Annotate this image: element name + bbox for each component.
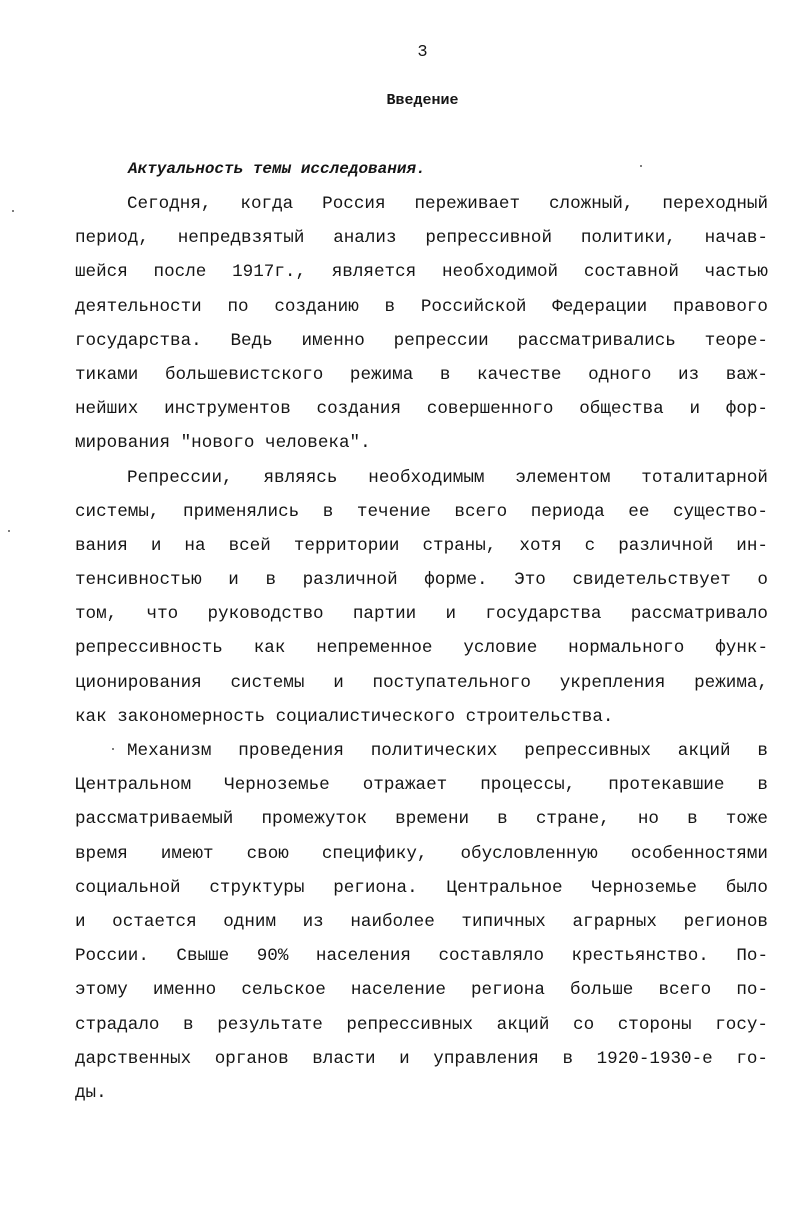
text-line: вания и на всей территории страны, хотя с различной ин- [75, 535, 768, 556]
text-line: рассматриваемый промежуток времени в стране, но в тоже [75, 809, 768, 830]
page-number: 3 [417, 43, 428, 62]
text-line: как закономерность социалистического строительства. [75, 706, 614, 727]
section-title: Введение [386, 92, 459, 109]
paragraph-2 [75, 461, 768, 735]
text-line: системы, применялись в течение всего периода ее существо- [75, 501, 768, 522]
text-line: нейших инструментов создания совершенного общества и фор- [75, 399, 768, 420]
text-line: социальной структуры региона. Центральное Черноземье было [75, 877, 768, 898]
text-line: ционирования системы и поступательного укрепления режима, [75, 672, 768, 693]
text-line: шейся после 1917г., является необходимой составной частью [75, 262, 768, 283]
text-line: дарственных органов власти и управления в 1920-1930-е го- [75, 1048, 768, 1069]
scan-speck [112, 748, 114, 750]
text-line: этому именно сельское население региона больше всего по- [75, 980, 768, 1001]
scan-speck [640, 165, 642, 167]
paragraph-3 [75, 734, 768, 1110]
text-line: тиками большевистского режима в качестве одного из важ- [75, 364, 768, 385]
text-line: репрессивность как непременное условие нормального функ- [75, 638, 768, 659]
text-line: государства. Ведь именно репрессии рассматривались теоре- [75, 330, 768, 351]
body-text [75, 187, 768, 1110]
subheading: Актуальность темы исследования. [128, 160, 426, 178]
text-line: Механизм проведения политических репрессивных акций в [127, 741, 768, 761]
text-line: ды. [75, 1082, 107, 1103]
text-line: время имеют свою специфику, обусловленную особенностями [75, 843, 768, 864]
text-line: деятельности по созданию в Российской Федерации правового [75, 296, 768, 317]
text-line: Сегодня, когда Россия переживает сложный, переходный [127, 194, 768, 214]
scan-speck [8, 530, 10, 532]
text-line: Центральном Черноземье отражает процессы, протекавшие в [75, 775, 768, 796]
text-line: мирования "нового человека". [75, 433, 371, 454]
text-line: том, что руководство партии и государства рассматривало [75, 604, 768, 625]
scan-speck [12, 210, 14, 212]
text-line: тенсивностью и в различной форме. Это свидетельствует о [75, 570, 768, 591]
text-line: период, непредвзятый анализ репрессивной политики, начав- [75, 228, 768, 249]
text-line: и остается одним из наиболее типичных аграрных регионов [75, 911, 768, 932]
paragraph-1 [75, 187, 768, 461]
text-line: России. Свыше 90% населения составляло крестьянство. По- [75, 946, 768, 967]
text-line: Репрессии, являясь необходимым элементом тоталитарной [127, 467, 768, 488]
text-line: страдало в результате репрессивных акций со стороны госу- [75, 1014, 768, 1035]
